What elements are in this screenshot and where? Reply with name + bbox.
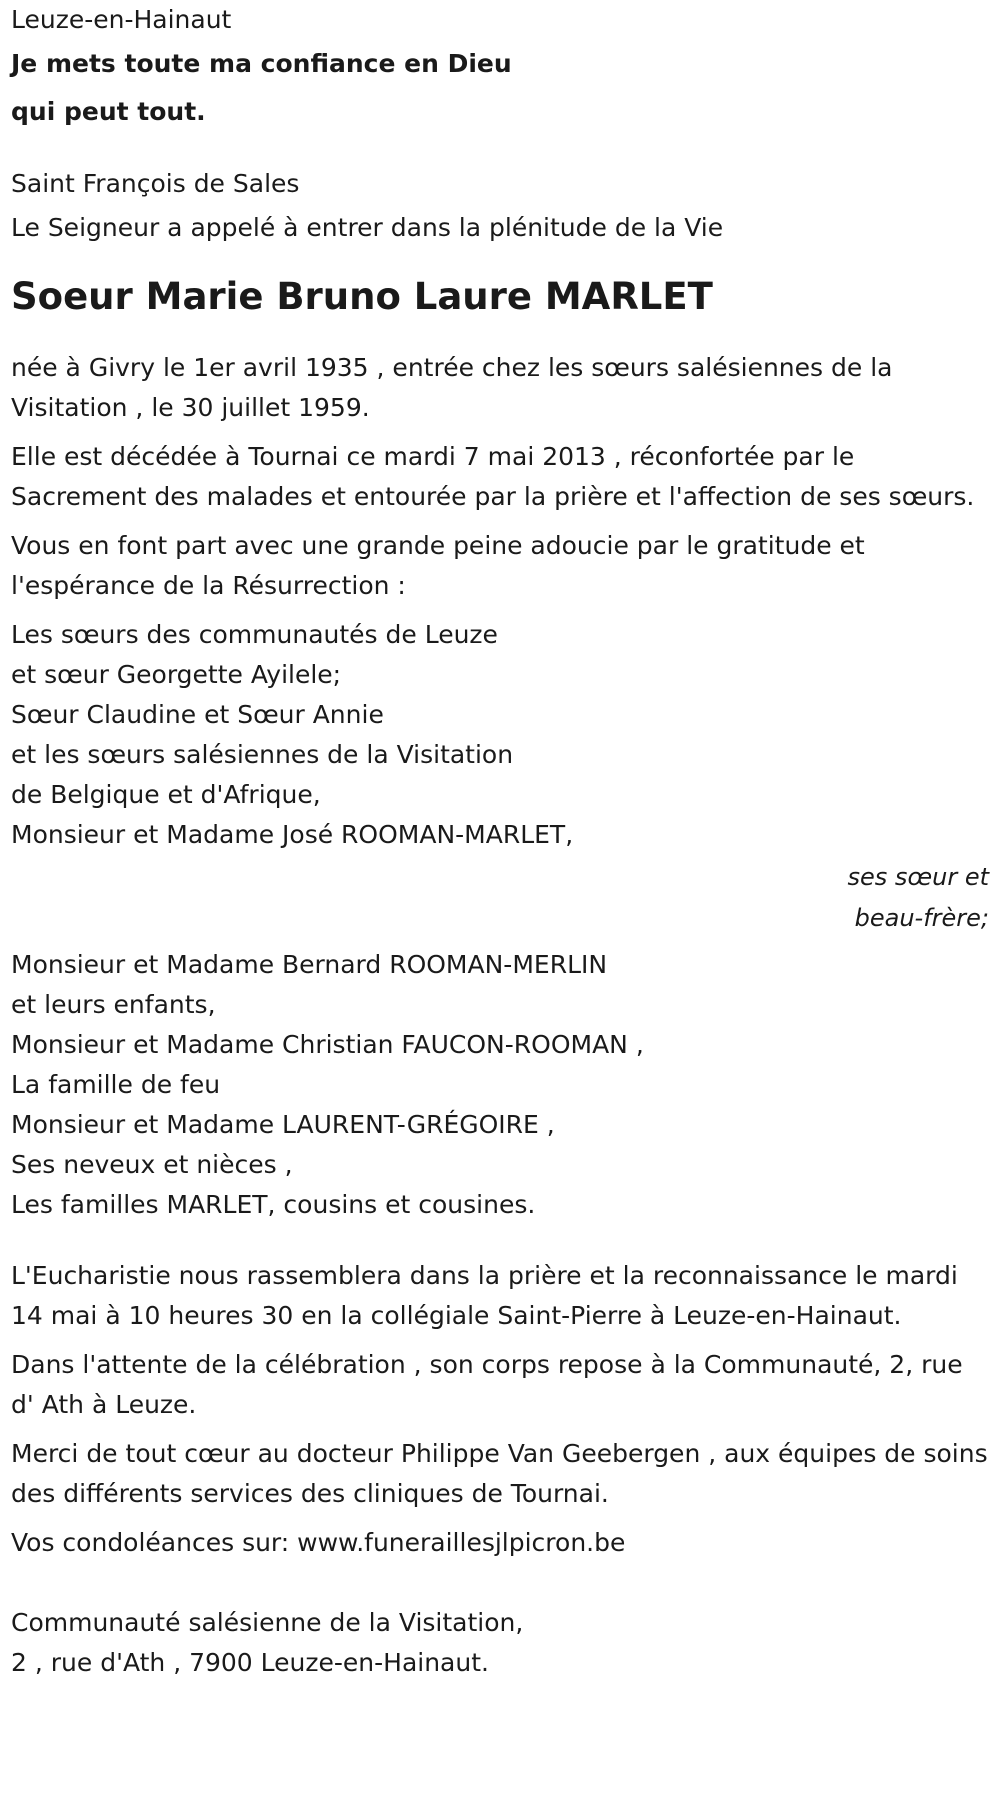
address-line-1: Communauté salésienne de la Visitation, (11, 1608, 524, 1637)
family-line: Ses neveux et nièces , (11, 1150, 293, 1179)
family-line: Les familles MARLET, cousins et cousines. (11, 1190, 536, 1219)
repose-paragraph: Dans l'attente de la célébration , son corps repose à la Communauté, 2, rue d' Ath à Leuze. (11, 1350, 963, 1419)
quote-line-2: qui peut tout. (11, 97, 206, 126)
family-line: et leurs enfants, (11, 990, 216, 1019)
location-header: Leuze-en-Hainaut (11, 5, 232, 34)
address-line-2: 2 , rue d'Ath , 7900 Leuze-en-Hainaut. (11, 1648, 489, 1677)
thanks-paragraph: Merci de tout cœur au docteur Philippe Van Geebergen , aux équipes de soins des différents services des cliniques de Tournai. (11, 1439, 988, 1508)
announcement: Le Seigneur a appelé à entrer dans la plénitude de la Vie (11, 213, 724, 242)
family-line: Monsieur et Madame José ROOMAN-MARLET, (11, 820, 574, 849)
death-paragraph: Elle est décédée à Tournai ce mardi 7 mai 2013 , réconfortée par le Sacrement des malades et entourée par la prière et l'affection de ses sœurs. (11, 442, 975, 511)
relation-note-line-2: beau-frère; (854, 904, 989, 932)
family-line: La famille de feu (11, 1070, 221, 1099)
quote-author: Saint François de Sales (11, 169, 300, 198)
family-line: et les sœurs salésiennes de la Visitation (11, 740, 514, 769)
family-line: Les sœurs des communautés de Leuze (11, 620, 498, 649)
relation-note-line-1: ses sœur et (847, 863, 989, 891)
relation-note (11, 857, 989, 939)
family-line: Monsieur et Madame Bernard ROOMAN-MERLIN (11, 950, 608, 979)
deceased-name: Soeur Marie Bruno Laure MARLET (11, 275, 713, 318)
condolences-paragraph: Vos condoléances sur: www.funeraillesjlpicron.be (11, 1528, 626, 1557)
family-line: Monsieur et Madame LAURENT-GRÉGOIRE , (11, 1110, 555, 1139)
birth-paragraph: née à Givry le 1er avril 1935 , entrée chez les sœurs salésiennes de la Visitation , le 30 juillet 1959. (11, 353, 893, 422)
family-line: de Belgique et d'Afrique, (11, 780, 321, 809)
eucharist-paragraph: L'Eucharistie nous rassemblera dans la prière et la reconnaissance le mardi 14 mai à 10 heures 30 en la collégiale Saint-Pierre à Leuze-en-Hainaut. (11, 1261, 958, 1330)
family-line: Monsieur et Madame Christian FAUCON-ROOMAN , (11, 1030, 644, 1059)
family-line: Sœur Claudine et Sœur Annie (11, 700, 384, 729)
quote-line-1: Je mets toute ma confiance en Dieu (11, 49, 512, 78)
family-line: et sœur Georgette Ayilele; (11, 660, 342, 689)
intro-paragraph: Vous en font part avec une grande peine adoucie par le gratitude et l'espérance de la Résurrection : (11, 531, 865, 600)
